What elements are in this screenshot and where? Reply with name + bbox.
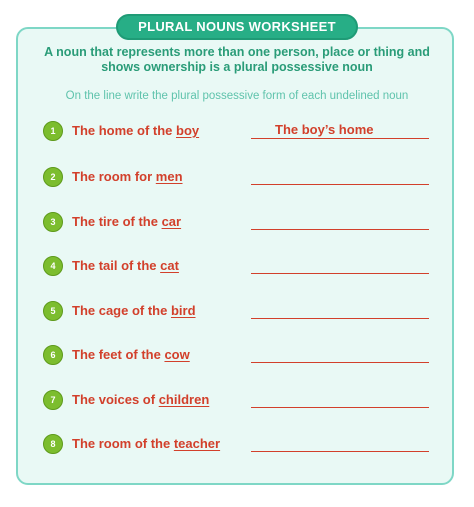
phrase-prefix: The feet of the	[72, 347, 165, 362]
answer-line[interactable]	[251, 138, 429, 139]
exercise-row-5	[43, 301, 433, 323]
number-badge: 1	[43, 121, 63, 141]
number-badge: 4	[43, 256, 63, 276]
instruction-text: On the line write the plural possessive form of each undelined noun	[65, 90, 409, 102]
exercise-phrase	[72, 168, 183, 186]
exercise-phrase	[72, 302, 196, 320]
underlined-noun: boy	[176, 123, 200, 138]
phrase-prefix: The tire of the	[72, 214, 162, 229]
phrase-prefix: The voices of	[72, 392, 159, 407]
exercise-phrase	[72, 435, 220, 453]
exercise-row-1	[43, 121, 433, 143]
definition-text	[26, 45, 448, 75]
definition-line-2: shows ownership is a plural possessive noun	[101, 60, 373, 74]
number-badge: 6	[43, 345, 63, 365]
phrase-prefix: The home of the	[72, 123, 176, 138]
underlined-noun: cow	[164, 347, 190, 362]
answer-line[interactable]	[251, 362, 429, 363]
exercise-row-7	[43, 390, 433, 412]
exercise-phrase	[72, 213, 181, 231]
underlined-noun: bird	[170, 303, 196, 318]
exercise-row-2	[43, 167, 433, 189]
number-badge: 7	[43, 390, 63, 410]
phrase-prefix: The room of the	[72, 436, 174, 451]
answer-line[interactable]	[251, 407, 429, 408]
exercise-phrase	[72, 122, 199, 140]
phrase-prefix: The tail of the	[72, 258, 161, 273]
answer-text: The boy’s home	[275, 122, 374, 137]
exercise-phrase	[72, 257, 179, 275]
number-badge: 2	[43, 167, 63, 187]
answer-line[interactable]	[251, 318, 429, 319]
number-badge: 5	[43, 301, 63, 321]
underlined-noun: car	[161, 214, 182, 229]
exercise-phrase	[72, 391, 209, 409]
exercise-row-6	[43, 345, 433, 367]
exercise-phrase	[72, 346, 190, 364]
answer-line[interactable]	[251, 273, 429, 274]
underlined-noun: men	[155, 169, 183, 184]
phrase-prefix: The room for	[72, 169, 156, 184]
exercise-row-8	[43, 434, 433, 456]
number-badge: 3	[43, 212, 63, 232]
exercise-row-3	[43, 212, 433, 234]
underlined-noun: teacher	[173, 436, 221, 451]
answer-line[interactable]	[251, 451, 429, 452]
definition-line-1: A noun that represents more than one person, place or thing and	[44, 45, 430, 59]
underlined-noun: children	[158, 392, 210, 407]
underlined-noun: cat	[160, 258, 179, 273]
answer-line[interactable]	[251, 229, 429, 230]
worksheet-title: PLURAL NOUNS WORKSHEET	[116, 14, 358, 40]
number-badge: 8	[43, 434, 63, 454]
answer-line[interactable]	[251, 184, 429, 185]
exercise-row-4	[43, 256, 433, 278]
phrase-prefix: The cage of the	[72, 303, 171, 318]
